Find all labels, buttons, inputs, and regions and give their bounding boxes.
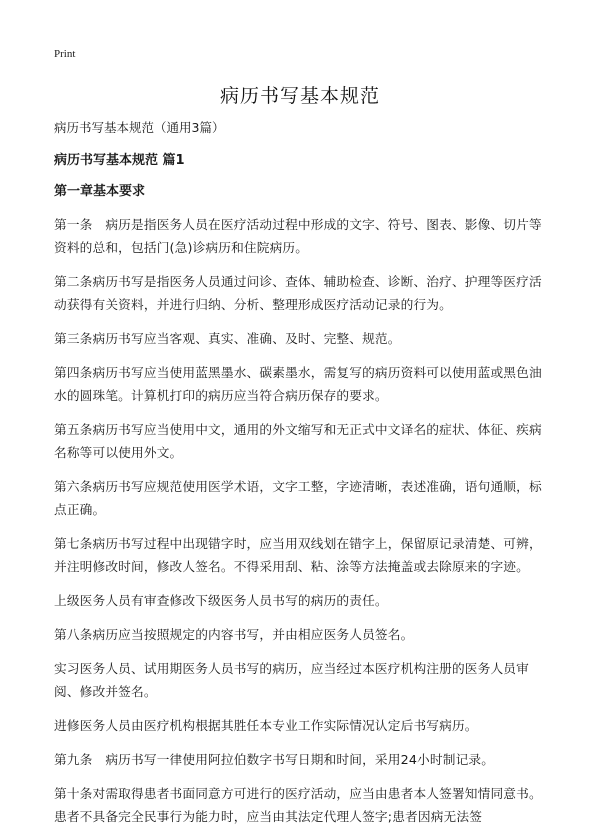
paragraph-trainee-writing: 进修医务人员由医疗机构根据其胜任本专业工作实际情况认定后书写病历。 <box>54 718 478 733</box>
paragraph-article-7: 第七条病历书写过程中出现错字时，应当用双线划在错字上，保留原记录清楚、可辨，并注明修改时间，修改人签名。不得采用刮、粘、涂等方法掩盖或去除原来的字迹。 <box>54 536 542 574</box>
paragraph-supervisor-review: 上级医务人员有审查修改下级医务人员书写的病历的责任。 <box>54 593 388 608</box>
paragraph-article-1: 第一条 病历是指医务人员在医疗活动过程中形成的文字、符号、图表、影像、切片等资料的总和，包括门(急)诊病历和住院病历。 <box>54 217 542 255</box>
paragraph-article-4: 第四条病历书写应当使用蓝黑墨水、碳素墨水，需复写的病历资料可以使用蓝或黑色油水的圆珠笔。计算机打印的病历应当符合病历保存的要求。 <box>54 365 542 403</box>
chapter-heading: 第一章基本要求 <box>54 184 146 199</box>
paragraph-article-9: 第九条 病历书写一律使用阿拉伯数字书写日期和时间，采用24小时制记录。 <box>54 752 495 767</box>
document-title: 病历书写基本规范 <box>219 85 380 107</box>
paragraph-article-3: 第三条病历书写应当客观、真实、准确、及时、完整、规范。 <box>54 331 401 346</box>
paragraph-article-2: 第二条病历书写是指医务人员通过问诊、查体、辅助检查、诊断、治疗、护理等医疗活动获得有关资料，并进行归纳、分析、整理形成医疗活动记录的行为。 <box>54 274 542 312</box>
paragraph-intern-review: 实习医务人员、试用期医务人员书写的病历，应当经过本医疗机构注册的医务人员审阅、修改并签名。 <box>54 661 529 699</box>
paragraph-article-6: 第六条病历书写应规范使用医学术语，文字工整，字迹清晰，表述准确，语句通顺，标点正确。 <box>54 479 542 517</box>
document-subtitle: 病历书写基本规范（通用3篇） <box>54 120 225 135</box>
paragraph-article-5: 第五条病历书写应当使用中文，通用的外文缩写和无正式中文译名的症状、体征、疾病名称等可以使用外文。 <box>54 422 542 460</box>
paragraph-article-10: 第十条对需取得患者书面同意方可进行的医疗活动，应当由患者本人签署知情同意书。患者不具备完全民事行为能力时，应当由其法定代理人签字;患者因病无法签 <box>54 786 542 824</box>
print-label: Print <box>54 48 76 60</box>
paragraph-article-8: 第八条病历应当按照规定的内容书写，并由相应医务人员签名。 <box>54 627 414 642</box>
document-body <box>54 118 550 839</box>
part-heading: 病历书写基本规范 篇1 <box>54 153 185 168</box>
